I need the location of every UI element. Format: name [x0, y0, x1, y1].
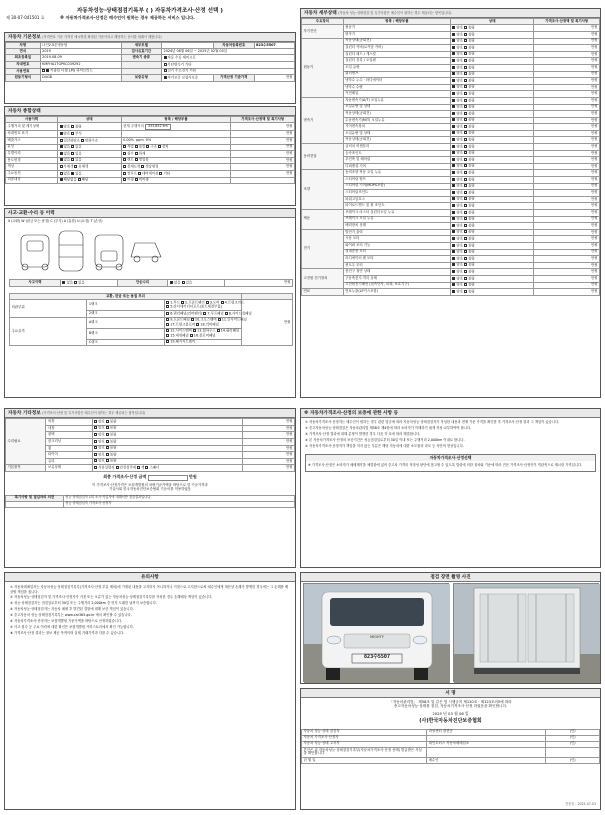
detail-item-status: 양호 불량 [450, 256, 533, 263]
reliability-header: ※ 자동차가격조사·산정의 보증에 관한 사항 등 [301, 409, 600, 418]
detail-item-label: 고전원전기배선 (접속단자, 피복, 보호기구) [343, 282, 450, 289]
detail-row [302, 45, 600, 52]
detail-group-label: 고전원 전기장치 [302, 269, 344, 289]
detail-row [302, 262, 600, 269]
detail-item-label: 와이퍼 모터 기능 [343, 242, 450, 249]
detail-item-status: 양호 불량 [450, 117, 533, 124]
detail-item-status: 양호 불량 [450, 242, 533, 249]
detail-item-label: 시동 모터 [343, 236, 450, 243]
law-text: 「자동차관리법」 제58조 및 같은 법 시행규칙 제120조 · 제123조의5에 따라 중고자동차성능·상태를 점검, 자동차가격조사·산정 하였음을 확인합니다. [389, 700, 512, 709]
detail-item-price: 만원 [534, 45, 600, 52]
detail-row [302, 256, 600, 263]
detail-row [302, 269, 600, 276]
detail-item-label: 등속조인트 [343, 150, 450, 157]
detail-item-label: 클러치 어셈블리 [343, 144, 450, 151]
detail-item-price: 만원 [534, 51, 600, 58]
detail-item-status: 양호 불량 [450, 150, 533, 157]
signature-row: 자동차 가격조사·산정자 (인) [302, 735, 600, 741]
detail-item-price: 만원 [534, 97, 600, 104]
accident-status: 사고이력 없음 있음 단순수리 없음 있음 만원 [9, 279, 293, 287]
detail-item-status: 양호 불량 [450, 124, 533, 131]
detail-item-price: 만원 [534, 71, 600, 78]
special-notes-table: 특기사항 및 점검자의 의견 성능·상태점검자 1회 조사·작업자에 대해서만 점검결과입니다 성능·상태점검자 가격조사·산정자 [5, 495, 295, 508]
rear-photo [453, 583, 599, 682]
signature-row: 자동차 성능·상태 고지자 대인모터스 자동차매매업소 (인) [302, 741, 600, 747]
basic-info-header: 자동차 기본정보 (자격번호 기준 가격진 예시방법 확정된 기준이라고 해당하는 문서를 원래이 해봅니다) [5, 33, 295, 42]
basic-items-row: 기본품목 보유상태 사용설명서 안전삼각대 잭 스패너 만원 [7, 465, 293, 470]
detail-item-price: 만원 [534, 117, 600, 124]
detail-row [302, 163, 600, 170]
detail-group-label: 제동 [302, 210, 344, 230]
detail-item-status: 양호 불량 [450, 64, 533, 71]
detail-item-label: 변속기 [343, 31, 450, 38]
detail-row [302, 104, 600, 111]
detail-item-label: 동력조향 작동 오일 누유 [343, 170, 450, 177]
detail-group-label: 조향 [302, 170, 344, 210]
detail-row [302, 150, 600, 157]
detail-item-price: 만원 [534, 31, 600, 38]
detail-item-status: 양호 불량 [450, 203, 533, 210]
detail-item-label: 기어변속장치 [343, 124, 450, 131]
detail-row [302, 58, 600, 65]
detail-row [302, 78, 600, 85]
signature-table [301, 729, 600, 764]
detail-item-status: 양호 불량 [450, 25, 533, 32]
detail-item-price: 만원 [534, 223, 600, 230]
detail-item-status: 양호 불량 [450, 31, 533, 38]
detail-row [302, 229, 600, 236]
detail-item-label: 파워고압호스 [343, 196, 450, 203]
detail-item-status: 양호 불량 [450, 170, 533, 177]
caution-header: 유의사항 [5, 573, 295, 582]
detail-item-label: 실린더 헤드 / 개스킷 [343, 51, 450, 58]
state-summary-header: 자동차 종합상태 [5, 107, 295, 116]
detail-item-status: 양호 불량 [450, 130, 533, 137]
detail-item-status: 양호 불량 [450, 137, 533, 144]
signature-row: 년 월 일 매수인 (인) [302, 757, 600, 763]
plate-number: 823수5507 [364, 654, 390, 660]
detail-row [302, 97, 600, 104]
detail-item-price: 만원 [534, 196, 600, 203]
detail-item-label: 자동변속기(A/T) 오일누유 [343, 97, 450, 104]
repair-row: 타이어 양호 불량 만원 [47, 452, 293, 457]
detail-item-status: 양호 불량 [450, 71, 533, 78]
detail-item-label: 작동상태(공회전) [343, 38, 450, 45]
detail-item-price: 만원 [534, 282, 600, 289]
detail-row [302, 38, 600, 45]
detail-item-status: 양호 불량 [450, 58, 533, 65]
detail-item-price: 만원 [534, 38, 600, 45]
detail-item-price: 만원 [534, 58, 600, 65]
detail-item-label: 브레이크 마스터 실린더오일 누유 [343, 210, 450, 217]
photo-panel [300, 572, 601, 684]
sign-date: 2025 년 03 월 06 일 [432, 710, 469, 716]
detail-item-label: 실내송풍 모터 [343, 249, 450, 256]
detail-group-label: 변속기 [302, 97, 344, 143]
detail-item-status: 양호 불량 [450, 223, 533, 230]
detail-item-status: 양호 불량 [450, 196, 533, 203]
signature-header: 서 명 [301, 689, 600, 698]
detail-group-label: 연료 [302, 289, 344, 296]
detail-item-status: 양호 불량 [450, 190, 533, 197]
reliability-paragraph: ② 중고자동차성능·상태점검은 자동차관리법 제58조 제4항에 따라 소비자가 이해하기 쉽게 작성·교부하여야 합니다. [305, 426, 472, 431]
detail-item-status: 양호 불량 [450, 236, 533, 243]
caution-item: ① 자동차매매업자는 자동차성능·상태점검기록부(가격조사·산정 부분 제외)에 기재된 내용을 고지하지 아니하거나 거짓으로 고지함으로써 매수인에게 재산상 손해가 발생한 경우에는 그 손해를 배상할 책임을 집니다. [10, 585, 289, 594]
basic-info-table: 차명 나인2.5톤냉동탑 세부모델 자동차등록번호 823수5507 연식 2019 검사유효기간 2024년 08월 06일 ~ 2025년 02월 05일 최초등록일 2019-08-09 변속기 종류 자동 수동 세미오토 차대번호 KMFHA17GPKC039292 무단변속기 기타 사용연료 가솔린 디젤 LPG 하이브리드 전기 수소전기 기타 원동기형식 D4GB 보증유형 자가보증 보험사보증 가격산정 기준가격 만원 [5, 42, 295, 82]
detail-row [302, 203, 600, 210]
detail-item-price: 만원 [534, 242, 600, 249]
detail-row [302, 183, 600, 190]
detail-item-price: 만원 [534, 104, 600, 111]
detail-item-status: 양호 불량 [450, 229, 533, 236]
detail-item-status: 양호 불량 [450, 45, 533, 52]
detail-item-label: 스티어링조인트 [343, 190, 450, 197]
repair-row: 휠 양호 불량 만원 [47, 445, 293, 450]
detail-item-price: 만원 [534, 64, 600, 71]
detail-item-label: 스티어링 기어(MDPS포함) [343, 183, 450, 190]
detail-row [302, 249, 600, 256]
detail-row [302, 216, 600, 223]
detail-row [302, 124, 600, 131]
detail-item-price: 만원 [534, 210, 600, 217]
detail-row [302, 130, 600, 137]
detail-item-label: 발전기 출력 [343, 229, 450, 236]
detail-item-price: 만원 [534, 157, 600, 164]
state-summary-table: 사용이력 상태 항목 / 해당부품 가격조사·산정액 및 특기사항 주행거리 및 계기상태 양호 불량 현재 주행거리 333,652 km 만원 차대번호 표기 양호 부식 만원 배출가스 일산화탄소 탄화수소 0.00% ppm 0% 만원 튜닝 없음 있음 적법 불법 구조 장치 만원 특별이력 없음 있음 침수 화재 만원 용도변경 없음 있음 렌트 영업용 만원 색상 무채색 유채색 전체도색 색상변경 만원 주요옵션 없음 있음 썬루프 네비게이션 기타 만원 리콜대상 해당없음 해당 이행 미이행 [7, 116, 293, 182]
signature-row: 본인은 위 자동차성능·상태점검기록부(자동차가격조사·산정 선택) 발급받은 사실을 확인합니다 [302, 747, 600, 757]
detail-item-label: 작동상태(공회전) [343, 137, 450, 144]
repair-row: 내장 양호 불량 만원 [47, 425, 293, 430]
detail-item-status: 양호 불량 [450, 289, 533, 296]
detail-row [302, 137, 600, 144]
detail-item-status: 양호 불량 [450, 38, 533, 45]
price-select-box: 자동차가격조사·산정선택 ※ 가격조사·산정은 소비자가 매매계약을 체결함에 있어 중고차 가격의 적정성 판단에 참고할 수 있도록 법령에 의한 절차와 기준에 따라 전문 가격조사·산정인이 객관적으로 제시한 가격입니다. [305, 454, 596, 472]
detail-item-status: 양호 불량 [450, 78, 533, 85]
accident-header: 사고·교환·수리 등 이력 [5, 209, 295, 218]
detail-item-price: 만원 [534, 130, 600, 137]
caution-item: ⑥ 자동차가격조사·산정자는 보험개발원 기준가액을 바탕으로 산정하였습니다. [10, 618, 123, 623]
detail-item-status: 양호 불량 [450, 144, 533, 151]
rank-table: 교환, 판금 또는 용접 부위 외판부위 1랭크 1.후드 2.프론트펜더 3.도어 4.트렁크리드 5.라디에이터서포트(볼트체결부품) 만원 2랭크 6.쿼터패널(리어펜더) 7.루프패널 8.사이드실패널 주요골격 A랭크 9.프론트패널 10.크로스멤버 11.인사이드패널 17.트렁크플로어 18.리어패널 B랭크 12.사이드멤버 13.휠하우스 14.필러패널 15.대쉬패널 16.플로어패널 C랭크 19.패키지트레이 [11, 293, 291, 344]
detail-item-price: 만원 [534, 256, 600, 263]
page-title: 자동차성능·상태점검기록부 ( ) 자동차가격조사·산정 선택 ) [77, 8, 223, 14]
detail-group-label: 동력전달 [302, 144, 344, 170]
detail-item-status: 양호 불량 [450, 111, 533, 118]
detail-item-status: 양호 불량 [450, 262, 533, 269]
detail-item-label: 오일 유량 [343, 64, 450, 71]
detail-item-price: 만원 [534, 275, 600, 282]
detail-group-label: 전기 [302, 229, 344, 269]
caution-panel [4, 572, 296, 810]
detail-item-price: 만원 [534, 203, 600, 210]
detail-item-status: 양호 불량 [450, 282, 533, 289]
detail-row [302, 51, 600, 58]
detail-item-status: 양호 불량 [450, 216, 533, 223]
caution-item: ⑤ 중고자동차 성능·상태점검기록부는 www.car365.go.kr 에서 확인할 수 있습니다. [10, 613, 132, 618]
final-price: 최종 가격조사·산정 금액 만원 [103, 474, 197, 480]
car-diagram-icon [15, 227, 165, 275]
association-name: (사)한국자동차진단보증협회 [419, 717, 482, 724]
detail-item-price: 만원 [534, 262, 600, 269]
caution-item: ④ 자동차성능·상태점검자는 자동차 매매 후 발견된 결함에 대해 보증 책임이 있습니다. [10, 607, 134, 612]
caution-item: ③ 성능·상태점검자는 점검일로부터 30일 또는 주행거리 2,000km 중 먼저 도래한 날까지 보증합니다. [10, 601, 157, 606]
detail-item-status: 양호 불량 [450, 97, 533, 104]
basic-info-panel [4, 32, 296, 104]
detail-item-label: 구동축전지 격리 상태 [343, 275, 450, 282]
detail-item-price: 만원 [534, 170, 600, 177]
detail-item-price: 만원 [534, 84, 600, 91]
detail-item-status: 양호 불량 [450, 104, 533, 111]
detail-item-price: 만원 [534, 229, 600, 236]
detail-row [302, 190, 600, 197]
caution-list [5, 582, 295, 639]
detail-item-status: 양호 불량 [450, 210, 533, 217]
detail-item-price: 만원 [534, 78, 600, 85]
detail-item-label: 스티어링 펌프 [343, 177, 450, 184]
detail-item-price: 만원 [534, 249, 600, 256]
detail-row [302, 170, 600, 177]
detail-item-status: 양호 불량 [450, 91, 533, 98]
detail-item-label: 디퍼렌셜 기어 [343, 163, 450, 170]
detail-item-price: 만원 [534, 177, 600, 184]
reliability-paragraph: ⑤ 자동차가격조사·산정자가 책임을 지지 않는 부분은 해당 자동차에 대한 소모품의 마모 등 자연적 현상입니다. [305, 443, 464, 448]
repair-row: 수리필요 외장 양호 불량 만원 [6, 419, 295, 426]
detail-row [302, 91, 600, 98]
detail-item-price: 만원 [534, 124, 600, 131]
detail-item-status: 양호 불량 [450, 249, 533, 256]
notice: ※ 자동차가격조사·산정은 매수인이 원하는 경우 제공하는 서비스 입니다. [60, 15, 195, 20]
detail-item-price: 만원 [534, 163, 600, 170]
detail-item-label: 오일유량 및 상태 [343, 104, 450, 111]
truck-brand: MIGHTY [370, 635, 384, 639]
detail-item-label: 냉각수 수량 [343, 84, 450, 91]
detail-item-price: 만원 [534, 144, 600, 151]
detail-item-price: 만원 [534, 289, 600, 296]
signature-panel [300, 688, 601, 810]
detail-item-status: 양호 불량 [450, 84, 533, 91]
detail-item-label: 원동기 [343, 25, 450, 32]
detail-item-price: 만원 [534, 91, 600, 98]
caution-item: ② 자동차성능·상태점검자 및 가격조사·산정자가 거짓 또는 오류가 있는 자동차성능·상태점검기록부를 작성한 경우 손해배상 책임이 있습니다. [10, 595, 213, 600]
detail-row [302, 71, 600, 78]
detail-item-label: 라디에이터 팬 모터 [343, 256, 450, 263]
detail-item-label: 실린더 블록 / 오일팬 [343, 58, 450, 65]
other-info-panel [4, 408, 296, 568]
detail-row [302, 84, 600, 91]
detail-item-label: 워터펌프 [343, 71, 450, 78]
detail-item-price: 만원 [534, 190, 600, 197]
caution-item: ⑧ 가격조사·산정 결과는 정보 제공 목적이며 실제 거래가격과 다를 수 있습니다. [10, 630, 125, 635]
doc-number: 제 30-07-041501 호 [6, 15, 45, 20]
detail-item-label: 연료누출(LP가스포함) [343, 289, 450, 296]
detail-item-status: 양호 불량 [450, 163, 533, 170]
reliability-panel [300, 408, 601, 568]
detail-item-label: 배력장치 상태 [343, 223, 450, 230]
detail-row [302, 144, 600, 151]
detail-header: 자동차 세부상태 (자동차 성능·상태점검 및 특기사항은 매수인이 원하는 경우 제공되는 항목입니다) [301, 9, 600, 18]
detail-item-price: 만원 [534, 183, 600, 190]
detail-row [302, 196, 600, 203]
detail-state-panel [300, 8, 601, 398]
detail-item-price: 만원 [534, 269, 600, 276]
detail-item-price: 만원 [534, 150, 600, 157]
reliability-paragraph: ① 자동차가격조사·산정자는 매수인이 원하는 경우 관련 법규에 따라 자동차성능·상태점검자가 작성한 내용과 현재 기준 가격을 확인한 후 가격조사·산정 결과 그 책임이 있습니다. [305, 420, 560, 425]
detail-item-price: 만원 [534, 137, 600, 144]
detail-row [302, 111, 600, 118]
detail-item-price: 만원 [534, 216, 600, 223]
detail-item-status: 양호 불량 [450, 157, 533, 164]
detail-group-label: 원동기 [302, 38, 344, 97]
detail-item-price: 만원 [534, 111, 600, 118]
reliability-text [301, 418, 600, 451]
reliability-paragraph: ④ 본 자동차가격조사·산정의 보증기간은 성능점검일로부터 30일 이내 또는 주행거리 2,000km 이내로 합니다. [305, 437, 465, 442]
detail-table: 주요장치 항목 / 해당부품 상태 가격조사·산정액 및 특기사항 자기진단 원동기 양호 불량 만원 변속기 양호 불량 만원 원동기 작동상태(공회전) 양호 불량 만원 실린더 커버(로커암 커버) 양호 불량 만원 실린더 헤드 / 개스킷 양호 불량 만원 실린더 블록 / 오일팬 양호 불량 만원 오일 유량 양호 불량 만원 워터펌프 양호 불량 만원 냉각수 누수 · 라디에이터 양호 불량 만원 냉각수 수량 양호 불량 만원 커먼레일 양호 불량 만원 변속기 자동변속기(A/T) 오일누유 양호 불량 만원 오일유량 및 상태 양호 불량 만원 작동상태(공회전) 양호 불량 만원 수동변속기(M/T) 오일누유 양호 불량 만원 기어변속장치 양호 불량 만원 오일유량 및 상태 양호 불량 만원 작동상태(공회전) 양호 불량 만원 동력전달 클러치 어셈블리 양호 불량 만원 등속조인트 양호 불량 만원 추진축 및 베어링 양호 불량 만원 디퍼렌셜 기어 양호 불량 만원 조향 동력조향 작동 오일 누유 양호 불량 만원 스티어링 펌프 양호 불량 만원 스티어링 기어(MDPS포함) 양호 불량 만원 스티어링조인트 양호 불량 만원 파워고압호스 양호 불량 만원 타이로드엔드 및 볼 조인트 양호 불량 만원 제동 브레이크 마스터 실린더오일 누유 양호 불량 만원 브레이크 오일 누유 양호 불량 만원 배력장치 상태 양호 불량 만원 전기 발전기 출력 양호 불량 만원 시동 모터 양호 불량 만원 와이퍼 모터 기능 양호 불량 만원 실내송풍 모터 양호 불량 만원 라디에이터 팬 모터 양호 불량 만원 윈도우 모터 양호 불량 만원 고전원 전기장치 충전구 절연 상태 양호 불량 만원 구동축전지 격리 상태 양호 불량 만원 고전원전기배선 (접속단자, 피복, 보호기구) 양호 불량 만원 연료 연료누출(LP가스포함) 양호 불량 만원 [303, 18, 598, 294]
repair-row: 룸크리닝 양호 불량 만원 [47, 438, 293, 444]
detail-row [302, 236, 600, 243]
detail-item-label: 실린더 커버(로커암 커버) [343, 45, 450, 52]
detail-item-status: 양호 불량 [450, 269, 533, 276]
repair-row: 유리 양호 불량 만원 [47, 458, 293, 463]
other-header: 자동차 기타정보 (가격조사·산정 및 특기사항은 매수인이 원하는 경우 제공되는 항목입니다) [5, 409, 295, 418]
accident-legend: X (교환) W (판금 또는 용접) C (부식) A (흠집) U (요철) T (손상) [8, 218, 103, 223]
signature-row: 자동차 성능·상태 점검자 라성센터 함현준 (인) [302, 729, 600, 735]
detail-item-status: 양호 불량 [450, 275, 533, 282]
detail-row [302, 117, 600, 124]
detail-item-label: 수동변속기(M/T) 오일누유 [343, 117, 450, 124]
price-note: 이 가격조사·산정가격은 보험개발원의 차량기준가액을 바탕으로 한 기준가격과 기술사회 한국자동차진단보증협회 기준서를 적용하였음 [92, 482, 208, 491]
detail-item-price: 만원 [534, 236, 600, 243]
photo-header: 점검 장면 촬영 사진 [301, 573, 600, 582]
detail-item-label: 브레이크 오일 누유 [343, 216, 450, 223]
detail-item-status: 양호 불량 [450, 183, 533, 190]
caution-item: ⑦ 사고·침수 등 주요 이력에 대한 확인은 보험개발원 카히스토리에서 확인 가능합니다. [10, 624, 134, 629]
footer-date: 전송일 : 2025-07-03 [565, 802, 596, 807]
state-summary-panel [4, 106, 296, 206]
repair-row: 광택 양호 불량 만원 [47, 432, 293, 437]
detail-item-price: 만원 [534, 25, 600, 32]
detail-item-label: 타이로드엔드 및 볼 조인트 [343, 203, 450, 210]
detail-row [302, 157, 600, 164]
detail-item-label: 작동상태(공회전) [343, 111, 450, 118]
detail-item-label: 커먼레일 [343, 91, 450, 98]
detail-group-label: 자기진단 [302, 25, 344, 38]
detail-item-label: 냉각수 누수 · 라디에이터 [343, 78, 450, 85]
detail-item-label: 윈도우 모터 [343, 262, 450, 269]
detail-item-label: 오일유량 및 상태 [343, 130, 450, 137]
detail-row [302, 289, 600, 296]
front-photo [303, 583, 449, 682]
detail-row [302, 223, 600, 230]
reliability-paragraph: ③ 가격조사·산정 결과에 대해 분쟁이 발생한 경우 다음 각 호에 따라 해결합니다. [305, 432, 421, 437]
detail-item-status: 양호 불량 [450, 177, 533, 184]
detail-item-label: 추진축 및 베어링 [343, 157, 450, 164]
detail-item-label: 충전구 절연 상태 [343, 269, 450, 276]
other-table [5, 418, 295, 472]
detail-row [302, 282, 600, 289]
detail-item-status: 양호 불량 [450, 51, 533, 58]
detail-row [302, 25, 600, 32]
accident-history-panel [4, 208, 296, 398]
